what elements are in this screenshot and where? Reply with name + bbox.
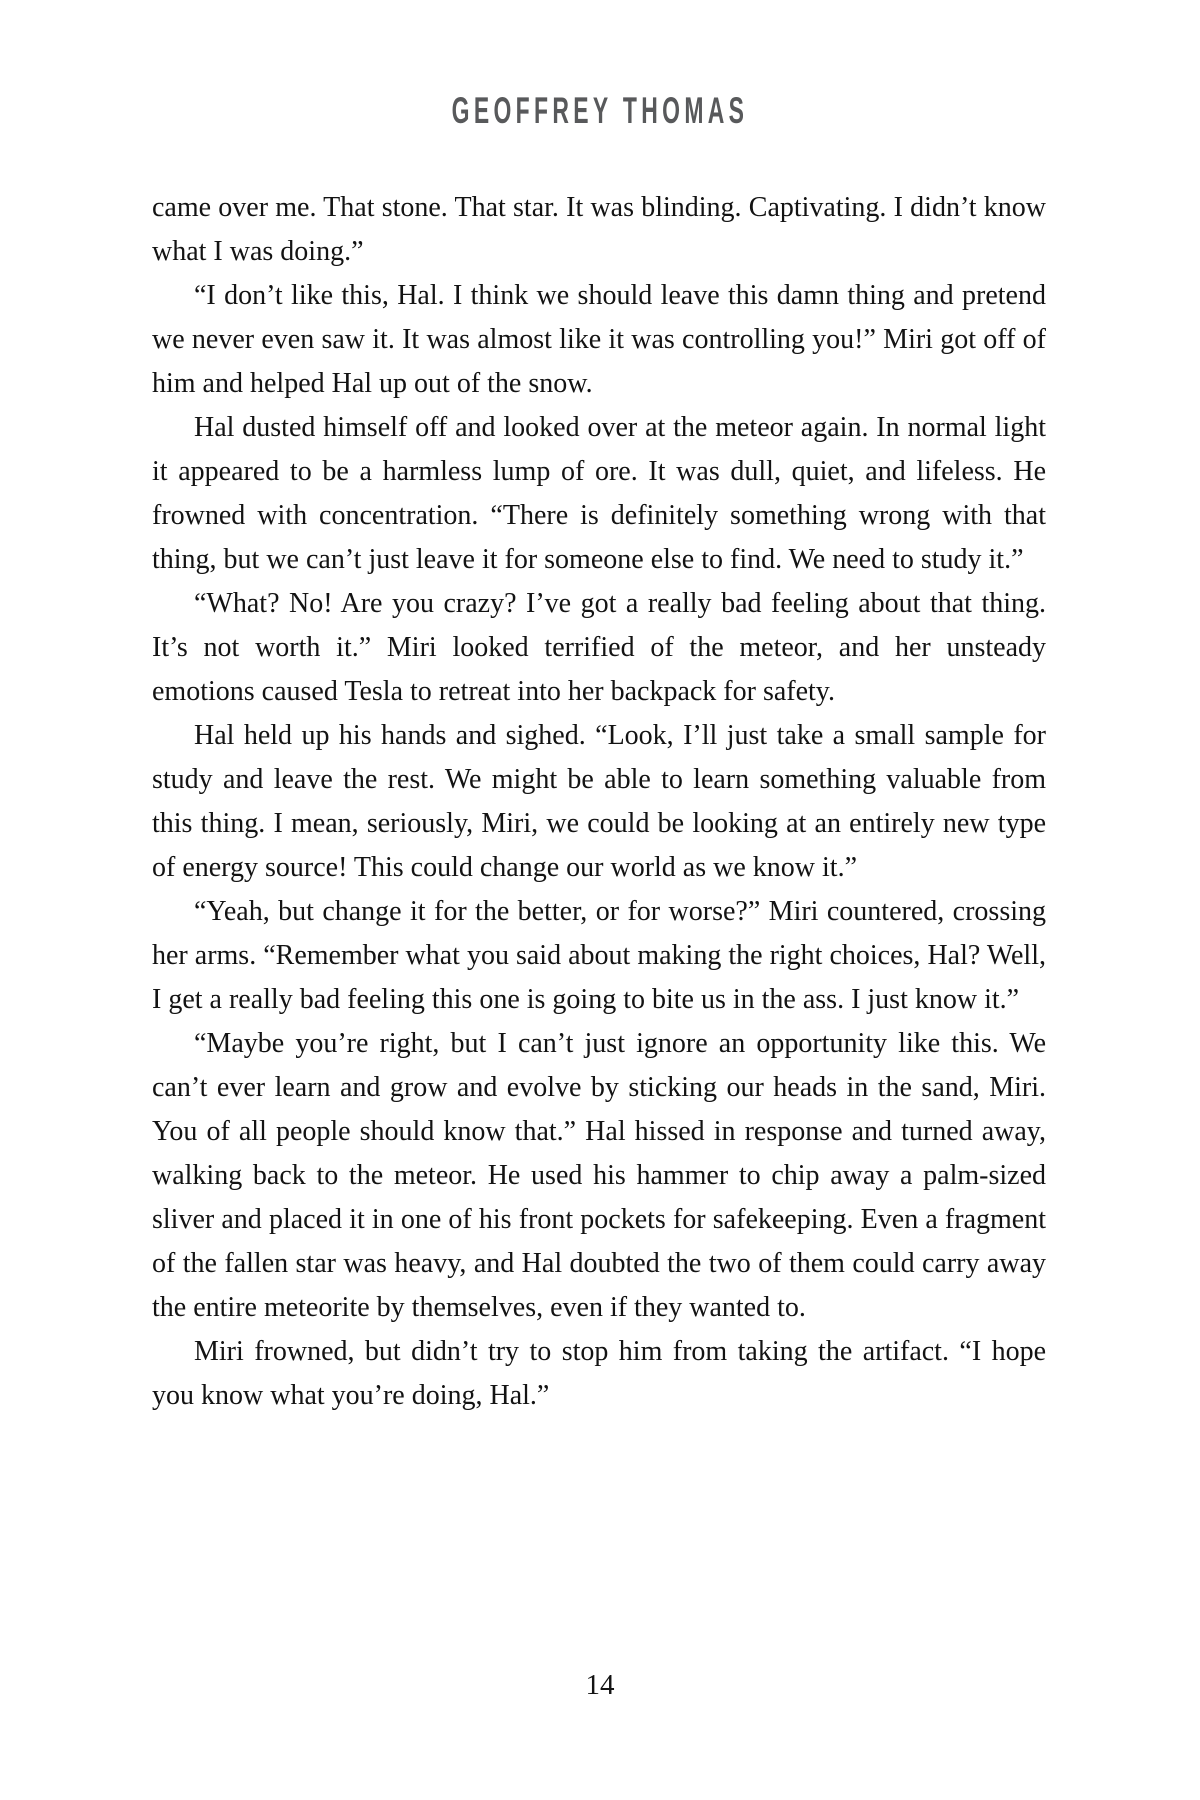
paragraph: Miri frowned, but didn’t try to stop him from taking the artifact. “I hope you know what you’re doing, Hal.” (152, 1336, 1046, 1411)
running-header-author: GEOFFREY THOMAS (451, 90, 749, 131)
paragraph: “What? No! Are you crazy? I’ve got a really bad feeling about that thing. It’s not worth it.” Miri looked terrified of the meteor, and her unsteady emotions caused Tesla to retreat into her backpack for safety. (152, 588, 1046, 707)
paragraph: “Yeah, but change it for the better, or for worse?” Miri countered, crossing her arms. “Remember what you said about making the right choices, Hal? Well, I get a really bad feeling this one is going to bite us in the ass. I just know it.” (152, 896, 1046, 1015)
paragraph: Hal dusted himself off and looked over at the meteor again. In normal light it appeared to be a harmless lump of ore. It was dull, quiet, and lifeless. He frowned with concentration. “There is definitely something wrong with that thing, but we can’t just leave it for someone else to find. We need to study it.” (152, 412, 1046, 575)
paragraph: came over me. That stone. That star. It was blinding. Captivating. I didn’t know what I was doing.” (152, 192, 1046, 267)
paragraph: Hal held up his hands and sighed. “Look, I’ll just take a small sample for study and leave the rest. We might be able to learn something valuable from this thing. I mean, seriously, Miri, we could be looking at an entirely new type of energy source! This could change our world as we know it.” (152, 720, 1046, 883)
body-text (152, 186, 1046, 1418)
page-number: 14 (585, 1669, 615, 1701)
paragraph: “I don’t like this, Hal. I think we should leave this damn thing and pretend we never even saw it. It was almost like it was controlling you!” Miri got off of him and helped Hal up out of the snow. (152, 280, 1046, 399)
paragraph: “Maybe you’re right, but I can’t just ignore an opportunity like this. We can’t ever learn and grow and evolve by sticking our heads in the sand, Miri. You of all people should know that.” Hal hissed in response and turned away, walking back to the meteor. He used his hammer to chip away a palm-sized sliver and placed it in one of his front pockets for safekeeping. Even a fragment of the fallen star was heavy, and Hal doubted the two of them could carry away the entire meteorite by themselves, even if they wanted to. (152, 1028, 1046, 1323)
